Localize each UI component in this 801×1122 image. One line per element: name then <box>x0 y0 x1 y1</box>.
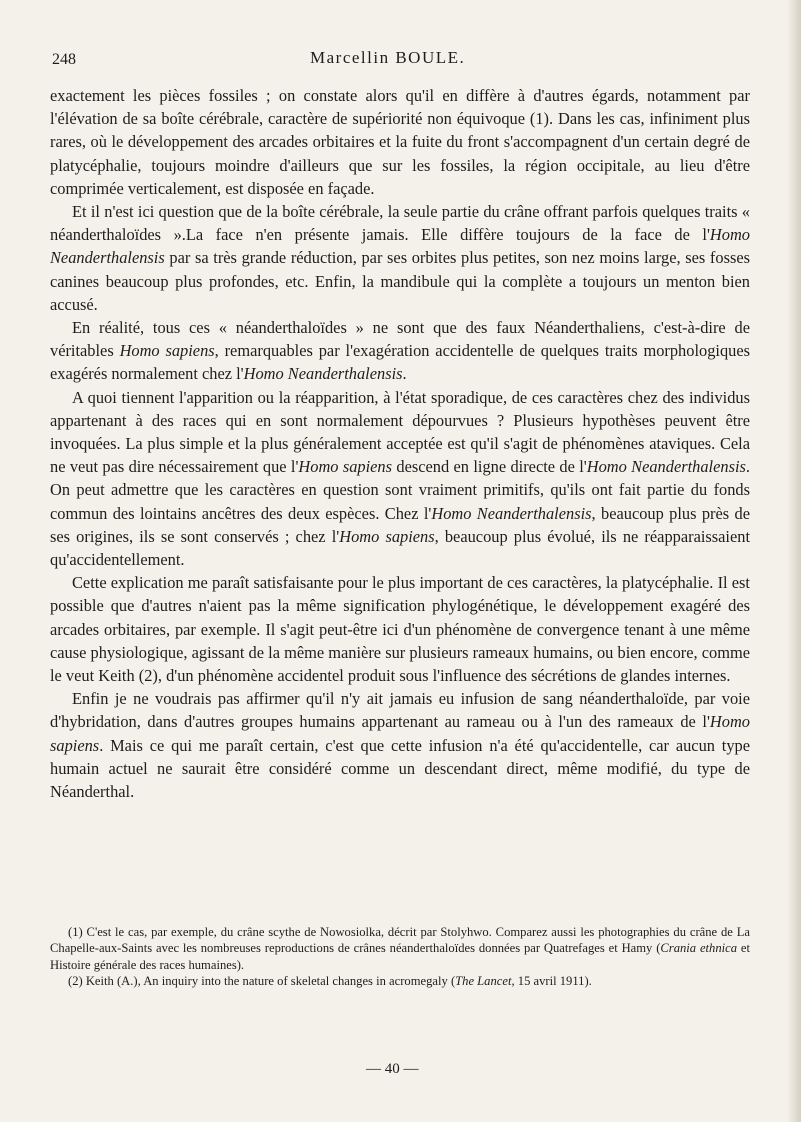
p2-italic-1: Homo Neanderthalensis <box>50 225 750 268</box>
footnote-1-text-b: et Histoire générale des races humaines). <box>50 941 750 972</box>
paragraph-3 <box>50 316 750 386</box>
p2-text-b: par sa très grande réduction, par ses orbites plus petites, son nez moins large, ses fosses canines beaucoup plus profondes, etc. Enfin, la mandibule qui la complète a toujours un menton bien accusé. <box>50 248 750 314</box>
folio-number: — 40 — <box>366 1061 419 1077</box>
p4-text-d: , beaucoup plus près de ses origines, ils se sont conservés ; chez l' <box>50 503 751 546</box>
p3-text-a: En réalité, tous ces « néanderthaloïdes » ne sont que des faux Néanderthaliens, c'est-à-dire de véritables <box>50 318 750 361</box>
page-edge-shadow <box>787 0 801 1122</box>
footnote-2 <box>50 973 750 989</box>
p4-text-b: descend en ligne directe de l' <box>392 457 587 477</box>
paragraph-2 <box>50 200 750 316</box>
p3-italic-1: Homo sapiens <box>119 341 215 361</box>
body-text <box>50 84 750 803</box>
paragraph-1 <box>50 84 750 200</box>
footnote-2-text-b: , 15 avril 1911). <box>511 974 592 989</box>
paragraph-6 <box>50 687 750 803</box>
p4-italic-1: Homo sapiens <box>298 457 393 477</box>
p3-text-c: . <box>402 364 407 384</box>
footnote-1-italic: Crania ethnica <box>660 941 738 956</box>
paragraph-5 <box>50 571 750 687</box>
p4-text-e: , beaucoup plus évolué, ils ne réapparaissaient qu'accidentellement. <box>50 526 751 570</box>
p2-text-a: Et il n'est ici question que de la boîte cérébrale, la seule partie du crâne offrant parfois quelques traits « néanderthaloïdes ».La face n'en présente jamais. Elle diffère toujours de la face de l' <box>50 202 750 245</box>
paragraph-4 <box>50 386 750 572</box>
p4-text-a: A quoi tiennent l'apparition ou la réapparition, à l'état sporadique, de ces caractères chez des individus appartenant à des races qui en sont normalement dépourvues ? Plusieurs hypothèses peuvent être invoquées. La plus simple et la plus généralement acceptée est qu'il s'agit de phénomènes ataviques. Cela ne veut pas dire nécessairement que l' <box>50 387 750 477</box>
footnote-1 <box>50 924 750 973</box>
p4-italic-3: Homo Neanderthalensis <box>431 503 592 523</box>
p6-text-b: . Mais ce qui me paraît certain, c'est que cette infusion n'a été qu'accidentelle, car aucun type humain actuel ne saurait être considéré comme un descendant direct, même modifié, du type de Néanderthal. <box>50 735 750 802</box>
footnote-1-text-a: (1) C'est le cas, par exemple, du crâne scythe de Nowosiolka, décrit par Stolyhwo. Comparez aussi les photographies du crâne de La Chapelle-aux-Saints avec les nombreuses reproductions de crânes néanderthaloïdes données par Quatrefages et Hamy ( <box>50 925 750 956</box>
p4-italic-2: Homo Neanderthalensis <box>586 457 746 477</box>
p3-italic-2: Homo Neanderthalensis <box>243 364 403 384</box>
footnote-2-italic: The Lancet <box>455 974 512 989</box>
p4-italic-4: Homo sapiens <box>339 526 435 546</box>
p5-text: Cette explication me paraît satisfaisante pour le plus important de ces caractères, la platycéphalie. Il est possible que d'autres n'aient pas la même signification phylogénétique, le développement exagéré des arcades orbitaires, par exemple. Il s'agit peut-être ici d'un phénomène de convergence tenant à une même cause physiologique, agissant de la même manière sur plusieurs rameaux humains, ou bien encore, comme le veut Keith (2), d'un phénomène accidentel produit sous l'influence des sécrétions de glandes internes. <box>50 573 750 686</box>
p6-italic-1: Homo sapiens <box>50 712 750 755</box>
page-number: 248 <box>52 51 76 68</box>
footnotes <box>50 924 750 990</box>
p1-text: exactement les pièces fossiles ; on constate alors qu'il en diffère à d'autres égards, notamment par l'élévation de sa boîte cérébrale, caractère de supériorité non équivoque (1). Dans les cas, infiniment plus rares, où le développement des arcades orbitaires et la fuite du front s'accompagnent d'un certain degré de platycéphalie, toujours moindre d'ailleurs que sur les fossiles, la région occipitale, au lieu d'être comprimée verticalement, est disposée en façade. <box>50 86 750 198</box>
p6-text-a: Enfin je ne voudrais pas affirmer qu'il n'y ait jamais eu infusion de sang néanderthaloïde, par voie d'hybridation, dans d'autres groupes humains appartenant au rameau ou à l'un des rameaux de l' <box>50 689 750 732</box>
running-head: Marcellin BOULE. <box>310 48 466 67</box>
p4-text-c: . On peut admettre que les caractères en question sont vraiment primitifs, qu'ils ont fait partie du fonds commun des lointains ancêtres des deux espèces. Chez l' <box>50 457 750 523</box>
footnote-2-text-a: (2) Keith (A.), An inquiry into the nature of skeletal changes in acromegaly ( <box>68 974 456 989</box>
p3-text-b: , remarquables par l'exagération accidentelle de quelques traits morphologiques exagérés normalement chez l' <box>50 341 750 384</box>
